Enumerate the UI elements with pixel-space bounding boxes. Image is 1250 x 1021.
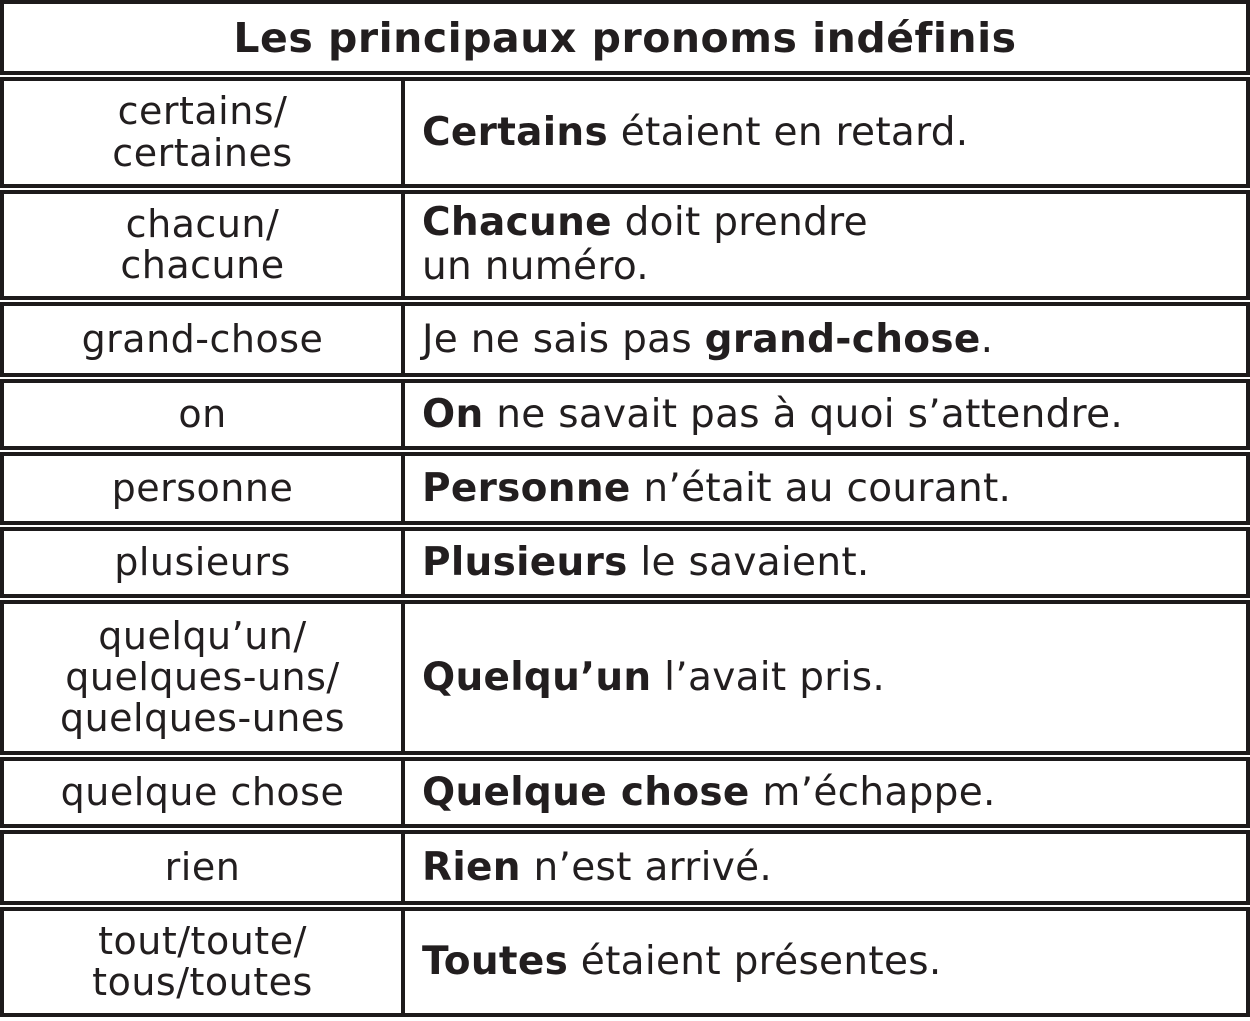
- pronoun-cell: [4, 306, 405, 373]
- pronoun-line: personne: [111, 465, 294, 510]
- pronoun-line: rien: [164, 844, 241, 889]
- example-pronoun-bold: Personne: [422, 465, 631, 511]
- pronoun-cell: [4, 911, 405, 1013]
- pronoun-line: chacun/: [125, 201, 280, 246]
- pronoun-text: [114, 539, 291, 584]
- pronoun-text: [120, 201, 285, 287]
- pronoun-cell: [4, 604, 405, 751]
- example-pronoun-bold: Certains: [422, 109, 609, 155]
- example-sentence: [422, 771, 1236, 815]
- pronoun-line: quelqu’un/: [98, 613, 307, 658]
- example-text: n’est arrivé.: [520, 844, 773, 890]
- example-text: étaient présentes.: [568, 939, 942, 985]
- example-pronoun-bold: On: [422, 391, 484, 437]
- example-text: étaient en retard.: [608, 109, 969, 155]
- pronoun-line: tout/toute/: [98, 918, 307, 963]
- pronoun-text: [178, 391, 227, 436]
- table-row: [0, 757, 1250, 828]
- example-pronoun-bold: Quelqu’un: [422, 654, 652, 700]
- example-sentence: [422, 393, 1236, 437]
- example-pronoun-bold: Plusieurs: [422, 539, 628, 585]
- example-text: m’échappe.: [749, 769, 996, 815]
- pronoun-text: [164, 844, 241, 889]
- example-sentence: [422, 940, 1236, 984]
- pronoun-line: quelque chose: [60, 769, 345, 814]
- example-cell: [405, 456, 1246, 521]
- example-pronoun-bold: Toutes: [422, 939, 569, 985]
- pronoun-text: [112, 91, 292, 173]
- example-pronoun-bold: grand-chose: [704, 316, 981, 362]
- pronoun-line: grand-chose: [81, 316, 324, 361]
- example-text: .: [980, 316, 994, 362]
- example-cell: [405, 194, 1246, 296]
- example-cell: [405, 81, 1246, 184]
- pronoun-line: quelques-unes: [59, 696, 346, 741]
- pronoun-cell: [4, 456, 405, 521]
- example-sentence: [422, 201, 1236, 288]
- pronoun-cell: [4, 834, 405, 901]
- example-sentence: [422, 656, 1236, 700]
- table-row: [0, 452, 1250, 525]
- pronoun-text: [60, 769, 345, 814]
- pronoun-text: [81, 316, 324, 361]
- pronoun-text: [92, 918, 313, 1004]
- table-row: [0, 302, 1250, 377]
- pronoun-line: quelques-uns/: [65, 654, 340, 699]
- example-text: le savaient.: [627, 539, 870, 585]
- pronoun-cell: [4, 81, 405, 184]
- pronoun-cell: [4, 531, 405, 594]
- pronoun-line: certains/: [117, 89, 288, 134]
- example-cell: [405, 531, 1246, 594]
- table-row: [0, 379, 1250, 450]
- pronoun-text: [111, 465, 294, 510]
- pronoun-line: chacune: [120, 243, 285, 287]
- pronoun-cell: [4, 194, 405, 296]
- table-row: [0, 600, 1250, 755]
- example-text: n’était au courant.: [630, 465, 1012, 511]
- table-title: Les principaux pronoms indéfinis: [0, 0, 1250, 75]
- example-pronoun-bold: Quelque chose: [422, 769, 750, 815]
- example-sentence: [422, 541, 1236, 585]
- example-text: un numéro.: [422, 244, 650, 289]
- example-text: l’avait pris.: [651, 654, 886, 700]
- example-sentence: [422, 318, 1236, 362]
- example-text: doit prendre: [611, 200, 868, 246]
- table-row: [0, 190, 1250, 300]
- example-text: ne savait pas à quoi s’attendre.: [483, 391, 1124, 437]
- pronoun-line: tous/toutes: [92, 960, 313, 1004]
- example-pronoun-bold: Rien: [422, 844, 521, 890]
- example-cell: [405, 761, 1246, 824]
- table-row: [0, 907, 1250, 1017]
- example-cell: [405, 911, 1246, 1013]
- pronoun-cell: [4, 383, 405, 446]
- example-cell: [405, 604, 1246, 751]
- table-row: [0, 527, 1250, 598]
- table-row: [0, 830, 1250, 905]
- example-sentence: [422, 846, 1236, 890]
- example-cell: [405, 306, 1246, 373]
- example-sentence: [422, 467, 1236, 511]
- pronoun-line: plusieurs: [114, 539, 291, 584]
- example-sentence: [422, 111, 1236, 155]
- example-cell: [405, 834, 1246, 901]
- pronoun-cell: [4, 761, 405, 824]
- example-text: Je ne sais pas: [422, 316, 705, 362]
- pronoun-line: certaines: [112, 130, 293, 175]
- pronoun-line: on: [178, 391, 227, 436]
- example-cell: [405, 383, 1246, 446]
- table-rows: [0, 77, 1250, 1021]
- example-pronoun-bold: Chacune: [422, 200, 612, 246]
- pronoun-text: [59, 613, 346, 741]
- table-row: [0, 77, 1250, 188]
